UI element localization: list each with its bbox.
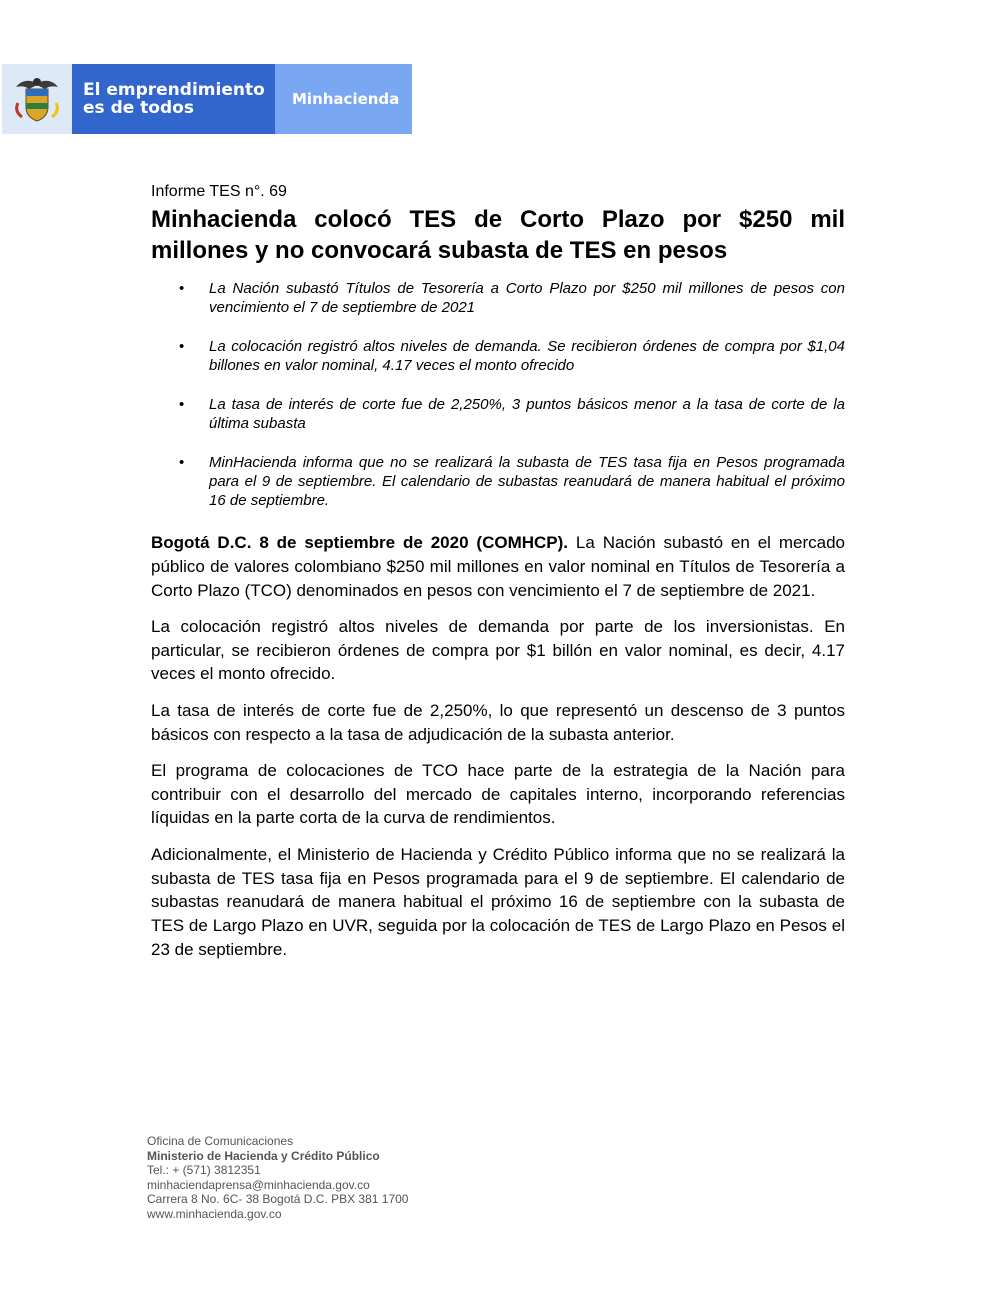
highlights-list (151, 280, 845, 510)
highlight-item: • La Nación subastó Títulos de Tesorería a Corto Plazo por $250 mil millones de pesos con vencimiento el 7 de septiembre de 2021 (151, 280, 845, 338)
slogan-logo (72, 64, 275, 134)
paragraph-1 (151, 531, 845, 602)
paragraph-4: El programa de colocaciones de TCO hace parte de la estrategia de la Nación para contribuir con el desarrollo del mercado de capitales interno, incorporando referencias líquidas en la parte corta de la curva de rendimientos. (151, 760, 845, 828)
minhacienda-logo (275, 64, 412, 134)
paragraph-5: Adicionalmente, el Ministerio de Hacienda y Crédito Público informa que no se realizará la subasta de TES tasa fija en Pesos programada para el 9 de septiembre. El calendario de subastas reanudará de manera habitual el próximo 16 de septiembre con la subasta de TES de Largo Plazo en UVR, seguida por la colocación de TES de Largo Plazo en Pesos el 23 de septiembre. (151, 844, 845, 959)
paragraph-2: La colocación registró altos niveles de demanda por parte de los inversionistas. En particular, se recibieron órdenes de compra por $1 billón en valor nominal, es decir, 4.17 veces el monto ofrecido. (151, 616, 845, 684)
slogan-line-1: El emprendimiento (83, 80, 265, 100)
highlight-item: • La tasa de interés de corte fue de 2,250%, 3 puntos básicos menor a la tasa de corte de la última subasta (151, 396, 845, 454)
footer-email: minhaciendaprensa@minhacienda.gov.co (147, 1177, 370, 1192)
highlight-item: • La colocación registró altos niveles de demanda. Se recibieron órdenes de compra por $1,04 billones en valor nominal, 4.17 veces el monto ofrecido (151, 338, 845, 396)
footer-website: www.minhacienda.gov.co (147, 1206, 282, 1221)
dateline: Bogotá D.C. 8 de septiembre de 2020 (COMHCP). (151, 533, 569, 552)
highlight-item: • MinHacienda informa que no se realizará la subasta de TES tasa fija en Pesos programada para el 9 de septiembre. El calendario de subastas reanudará de manera habitual el próximo 16 de septiembre. (151, 454, 845, 510)
coat-of-arms-icon (12, 73, 62, 125)
article-body (151, 531, 845, 974)
report-number: Informe TES n°. 69 (151, 183, 287, 200)
minhacienda-logo-text: Minhacienda (292, 90, 400, 108)
footer-address: Carrera 8 No. 6C- 38 Bogotá D.C. PBX 381 1700 (147, 1192, 409, 1207)
coat-of-arms-logo (2, 64, 72, 134)
footer-office: Oficina de Comunicaciones (147, 1134, 294, 1148)
slogan-line-2: es de todos (83, 98, 194, 118)
footer-phone: Tel.: + (571) 3812351 (147, 1163, 261, 1178)
paragraph-1-text: La Nación subastó en el mercado público de valores colombiano $250 mil millones en valor nominal en Títulos de Tesorería a Corto Plazo (TCO) denominados en pesos con vencimiento el 7 de septiembre de 2021. (151, 533, 845, 600)
footer-contact (147, 1134, 408, 1222)
header-banner (2, 64, 412, 134)
paragraph-3: La tasa de interés de corte fue de 2,250%, lo que representó un descenso de 3 puntos básicos con respecto a la tasa de adjudicación de la subasta anterior. (151, 700, 845, 744)
headline: Minhacienda colocó TES de Corto Plazo por $250 mil millones y no convocará subasta de TES en pesos (151, 206, 845, 264)
footer-ministry: Ministerio de Hacienda y Crédito Público (147, 1148, 380, 1163)
